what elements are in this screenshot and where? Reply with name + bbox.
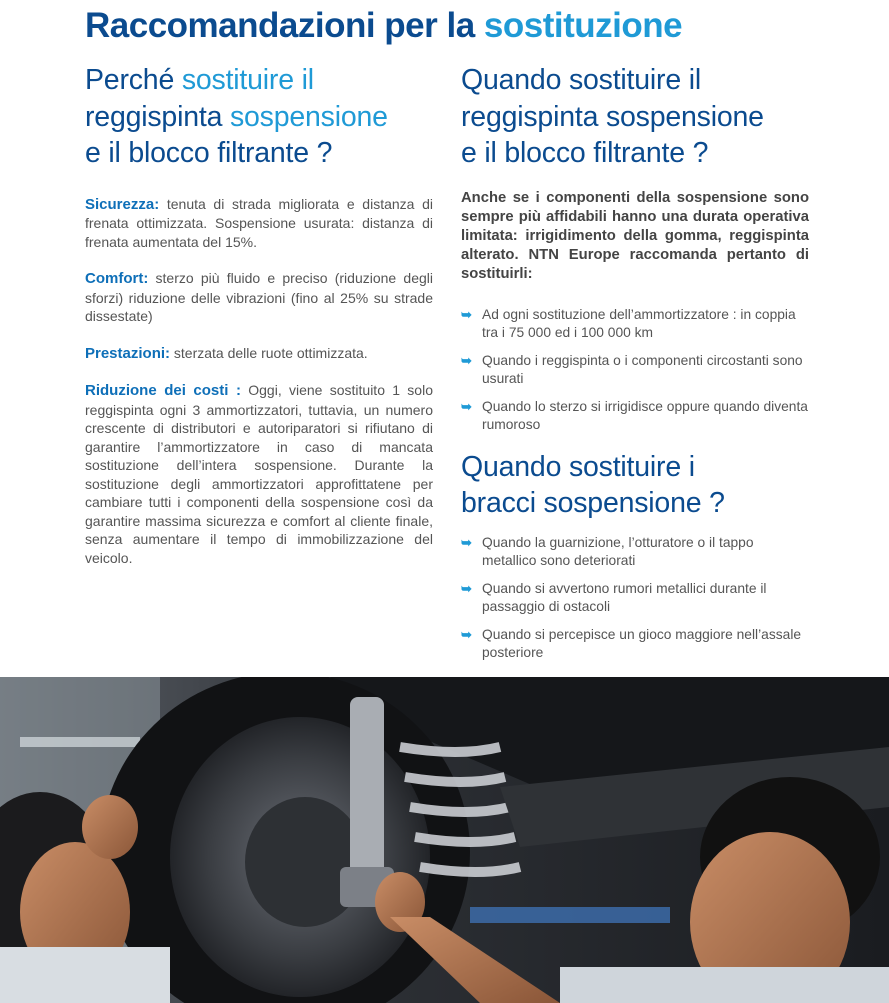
performance-paragraph: Prestazioni: sterzata delle ruote ottimizzata.: [85, 344, 368, 362]
left-column: [85, 62, 433, 567]
list-item: ➥ Quando si avvertono rumori metallici durante il passaggio di ostacoli: [461, 580, 767, 614]
list-item: ➥ Quando la guarnizione, l’otturatore o il tappo metallico sono deteriorati: [461, 534, 754, 568]
arrow-icon: ➥: [461, 398, 472, 414]
right-column: [461, 62, 809, 663]
right-heading-reggispinta: Quando sostituire il reggispinta sospensione e il blocco filtrante ?: [461, 64, 764, 169]
list-item: ➥ Quando i reggispinta o i componenti circostanti sono usurati: [461, 352, 803, 386]
mechanics-photo: [0, 677, 889, 1003]
arrow-icon: ➥: [461, 626, 472, 642]
cost-reduction-paragraph: Riduzione dei costi : Oggi, viene sostituito 1 solo reggispinta ogni 3 ammortizzatori, tuttavia, un numero crescente di distributori e autoriparatori si rifiutano di garantire l’ammortizzatore in caso di mancata sostituzione dell’intera sospensione. Durante la sostituzione degli ammortizzatori approfittatene per cambiare tutti i componenti della sospensione così da garantire massima sicurezza e comfort al cliente finale, senza aumentare il tempo di immobilizzazione del veicolo.: [85, 382, 433, 566]
safety-paragraph: Sicurezza: tenuta di strada migliorata e distanza di frenata ottimizzata. Sospensione usurata: distanza di frenata aumentata del 15%.: [85, 195, 433, 250]
arrow-icon: ➥: [461, 352, 472, 368]
list-item: ➥ Ad ogni sostituzione dell’ammortizzatore : in coppia tra i 75 000 ed i 100 000 km: [461, 306, 796, 340]
right-heading-bracci: Quando sostituire i bracci sospensione ?: [461, 450, 725, 519]
arrow-icon: ➥: [461, 580, 472, 596]
list-item: ➥ Quando si percepisce un gioco maggiore nell’assale posteriore: [461, 626, 802, 660]
arrow-icon: ➥: [461, 306, 472, 322]
comfort-paragraph: Comfort: sterzo più fluido e preciso (riduzione degli sforzi) riduzione delle vibrazioni (fino al 25% su strade dissestate): [85, 270, 433, 324]
page-title: Raccomandazioni per la sostituzione: [85, 6, 683, 45]
suspension-photo-illustration: [0, 677, 889, 1003]
bracci-list: [461, 534, 809, 663]
intro-paragraph: Anche se i componenti della sospensione sono sempre più affidabili hanno una durata operativa limitata: irrigidimento della gomma, reggispinta alterato. NTN Europe raccomanda pertanto di sostituirli:: [461, 189, 809, 282]
arrow-icon: ➥: [461, 534, 472, 550]
reggispinta-list: [461, 306, 809, 435]
list-item: ➥ Quando lo sterzo si irrigidisce oppure quando diventa rumoroso: [461, 398, 808, 432]
left-heading: Perché sostituire il reggispinta sospensione e il blocco filtrante ?: [85, 64, 388, 169]
